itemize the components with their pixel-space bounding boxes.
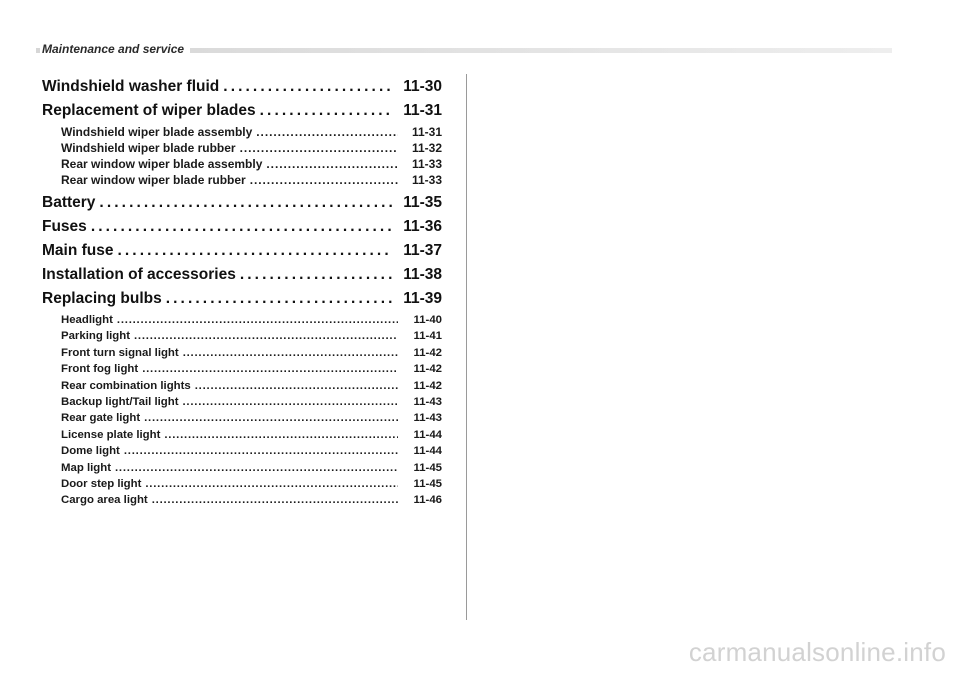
toc-entry-label: Replacement of wiper blades — [42, 102, 256, 119]
toc-entry-label: Fuses — [42, 218, 87, 235]
toc-entry-label: Map light — [61, 461, 111, 474]
toc-leader-dots — [152, 492, 398, 508]
toc-entry[interactable] — [42, 216, 442, 238]
toc-entry-label: Main fuse — [42, 242, 114, 259]
toc-entry-page: 11-32 — [411, 141, 442, 155]
toc-entry-page: 11-38 — [403, 266, 442, 283]
toc-entry-page: 11-41 — [413, 330, 442, 343]
toc-entry-page: 11-31 — [403, 102, 442, 119]
toc-leader-dots — [142, 361, 398, 377]
toc-entry-label: Headlight — [61, 314, 113, 326]
toc-entry-label: License plate light — [61, 428, 161, 441]
toc-entry-label: Front turn signal light — [61, 346, 179, 359]
toc-entry-page: 11-42 — [413, 379, 442, 392]
toc-leader-dots — [117, 312, 398, 328]
toc-entry-label: Windshield wiper blade assembly — [61, 125, 253, 139]
toc-entry-label: Replacing bulbs — [42, 290, 162, 307]
toc-entry[interactable] — [42, 192, 442, 214]
toc-subentry[interactable] — [42, 394, 442, 410]
toc-entry-page: 11-44 — [413, 428, 442, 441]
toc-entry[interactable] — [42, 288, 442, 310]
toc-entry-page: 11-37 — [403, 242, 442, 259]
column-divider — [466, 74, 467, 620]
toc-entry-page: 11-33 — [411, 157, 442, 171]
toc-entry-page: 11-33 — [411, 173, 442, 187]
toc-entry-page: 11-36 — [403, 218, 442, 235]
toc-subentry[interactable] — [42, 124, 442, 140]
toc-subentry[interactable] — [42, 345, 442, 361]
toc-entry[interactable] — [42, 240, 442, 262]
toc-leader-dots — [117, 240, 392, 262]
toc-entry-label: Front fog light — [61, 363, 139, 376]
toc-subentry[interactable] — [42, 140, 442, 156]
toc-leader-dots — [195, 378, 398, 394]
toc-entry-page: 11-31 — [411, 125, 442, 139]
toc-leader-dots — [134, 328, 398, 344]
toc-entry-page: 11-44 — [413, 445, 442, 458]
toc-entry-label: Rear gate light — [61, 412, 141, 425]
toc-entry-page: 11-40 — [413, 314, 442, 326]
toc-entry-label: Installation of accessories — [42, 266, 236, 283]
toc-leader-dots — [164, 427, 398, 443]
toc-entry-page: 11-43 — [413, 412, 442, 425]
section-title: Maintenance and service — [40, 41, 190, 56]
toc-leader-dots — [183, 345, 398, 361]
toc-leader-dots — [166, 288, 392, 310]
toc-subentry[interactable] — [42, 460, 442, 476]
toc-leader-dots — [250, 172, 398, 188]
toc-leader-dots — [240, 264, 392, 286]
toc-entry-label: Battery — [42, 194, 96, 211]
toc-leader-dots — [260, 100, 392, 122]
toc-leader-dots — [266, 156, 398, 172]
toc-entry-page: 11-42 — [413, 363, 442, 376]
toc-entry-label: Windshield wiper blade rubber — [61, 141, 236, 155]
toc-subentry[interactable] — [42, 172, 442, 188]
toc-entry-page: 11-43 — [413, 395, 442, 408]
toc-entry[interactable] — [42, 76, 442, 98]
toc-entry-page: 11-35 — [403, 194, 442, 211]
toc-entry-label: Rear window wiper blade assembly — [61, 157, 263, 171]
toc-entry-label: Cargo area light — [61, 494, 148, 507]
toc-subentry[interactable] — [42, 361, 442, 377]
toc-subentry[interactable] — [42, 476, 442, 492]
toc-leader-dots — [144, 410, 398, 426]
toc-entry-label: Rear window wiper blade rubber — [61, 173, 246, 187]
toc-entry-label: Door step light — [61, 477, 142, 490]
toc-leader-dots — [99, 192, 392, 214]
toc-entry-page: 11-46 — [413, 494, 442, 507]
toc-leader-dots — [145, 476, 398, 492]
toc-leader-dots — [256, 124, 398, 140]
toc-entry[interactable] — [42, 100, 442, 122]
toc-entry-page: 11-45 — [413, 477, 442, 490]
watermark: carmanualsonline.info — [688, 637, 946, 667]
toc-subentry[interactable] — [42, 156, 442, 172]
toc-subentry[interactable] — [42, 328, 442, 344]
toc-entry-label: Backup light/Tail light — [61, 395, 179, 408]
toc-subentry[interactable] — [42, 312, 442, 328]
toc-subentry[interactable] — [42, 410, 442, 426]
toc-leader-dots — [91, 216, 392, 238]
toc-entry-label: Parking light — [61, 330, 130, 343]
toc-subentry[interactable] — [42, 378, 442, 394]
toc-leader-dots — [240, 140, 398, 156]
toc-entry-label: Windshield washer fluid — [42, 78, 220, 95]
toc-entry-page: 11-39 — [403, 290, 442, 307]
toc-leader-dots — [223, 76, 392, 98]
toc-subentry[interactable] — [42, 443, 442, 459]
toc-subentry[interactable] — [42, 427, 442, 443]
toc-entry[interactable] — [42, 264, 442, 286]
toc-entry-page: 11-45 — [413, 461, 442, 474]
toc-leader-dots — [115, 460, 398, 476]
toc-entry-page: 11-42 — [413, 346, 442, 359]
toc-entry-label: Rear combination lights — [61, 379, 191, 392]
toc-leader-dots — [124, 443, 398, 459]
toc-entry-page: 11-30 — [403, 78, 442, 95]
toc-entry-label: Dome light — [61, 445, 120, 458]
toc-subentry[interactable] — [42, 492, 442, 508]
table-of-contents — [42, 76, 442, 509]
toc-leader-dots — [183, 394, 399, 410]
